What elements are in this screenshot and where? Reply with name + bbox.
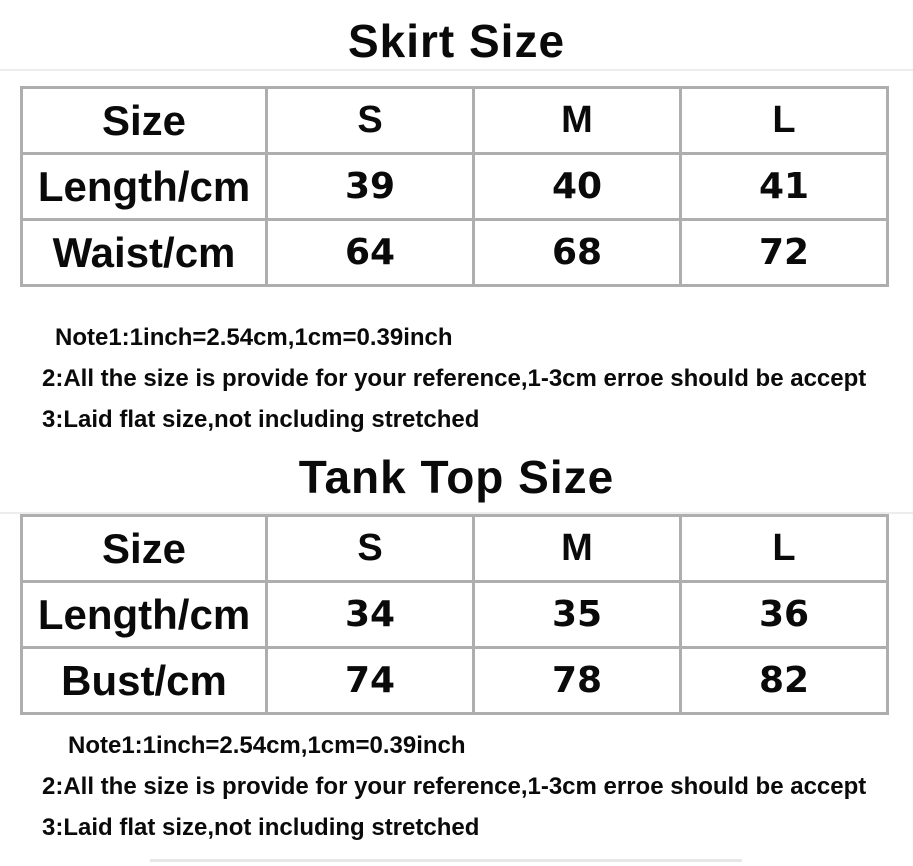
tank-header-s: S — [267, 516, 474, 582]
skirt-length-row — [22, 154, 888, 220]
tank-bust-m: 78 — [474, 648, 681, 714]
skirt-length-label: Length/cm — [22, 154, 267, 220]
skirt-waist-s: 64 — [267, 220, 474, 286]
tank-note-2: 2:All the size is provide for your reference,1-3cm erroe should be accept — [42, 773, 867, 800]
skirt-length-l: 41 — [681, 154, 888, 220]
skirt-size-table — [20, 86, 889, 287]
tank-note-1: Note1:1inch=2.54cm,1cm=0.39inch — [68, 732, 466, 759]
tank-length-row — [22, 582, 888, 648]
skirt-header-s: S — [267, 88, 474, 154]
tank-bust-row — [22, 648, 888, 714]
tank-note-3: 3:Laid flat size,not including stretched — [42, 814, 480, 841]
tank-header-l: L — [681, 516, 888, 582]
skirt-header-size: Size — [22, 88, 267, 154]
tank-length-s: 34 — [267, 582, 474, 648]
skirt-waist-m: 68 — [474, 220, 681, 286]
tank-length-m: 35 — [474, 582, 681, 648]
skirt-size-title: Skirt Size — [347, 15, 566, 67]
tank-top-size-table — [20, 514, 889, 715]
tank-bust-label: Bust/cm — [22, 648, 267, 714]
skirt-length-s: 39 — [267, 154, 474, 220]
skirt-length-m: 40 — [474, 154, 681, 220]
divider-line-bottom — [150, 859, 742, 862]
skirt-note-2: 2:All the size is provide for your reference,1-3cm erroe should be accept — [42, 365, 867, 392]
tank-header-m: M — [474, 516, 681, 582]
tank-length-l: 36 — [681, 582, 888, 648]
skirt-note-3: 3:Laid flat size,not including stretched — [42, 406, 480, 433]
tank-length-label: Length/cm — [22, 582, 267, 648]
tank-header-size: Size — [22, 516, 267, 582]
tank-header-row — [22, 516, 888, 582]
skirt-waist-label: Waist/cm — [22, 220, 267, 286]
tank-notes — [42, 725, 913, 848]
tank-bust-s: 74 — [267, 648, 474, 714]
skirt-notes — [42, 317, 913, 440]
skirt-waist-row — [22, 220, 888, 286]
skirt-header-row — [22, 88, 888, 154]
divider-line-top — [0, 69, 913, 71]
skirt-header-l: L — [681, 88, 888, 154]
skirt-waist-l: 72 — [681, 220, 888, 286]
skirt-header-m: M — [474, 88, 681, 154]
tank-bust-l: 82 — [681, 648, 888, 714]
skirt-note-1: Note1:1inch=2.54cm,1cm=0.39inch — [55, 324, 453, 351]
tank-top-size-title: Tank Top Size — [298, 451, 615, 503]
